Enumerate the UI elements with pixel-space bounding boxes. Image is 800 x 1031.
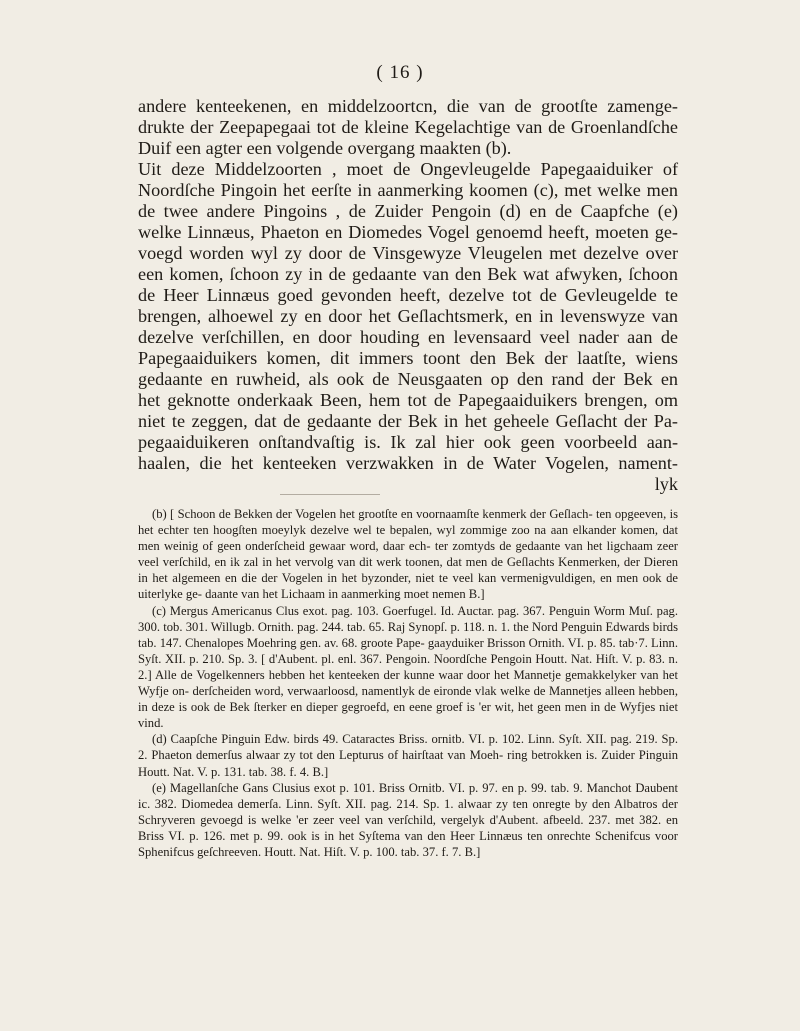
text-line: het geknotte onderkaak Been, hem tot de Papegaaiduikers brengen, om	[138, 390, 678, 410]
text-line: brengen, alhoewel zy en door het Geſlachtsmerk, en in levenswyze van	[138, 306, 678, 326]
footnote: (b) [ Schoon de Bekken der Vogelen het grootſte en voornaamſte kenmerk der Geſlach- ten opgeeven, is het echter ten hoogſten moeylyk dezelve wel te bepalen, wyl zommige zoo na aan elkander komen, dat men weinig of geen onderſcheid gewaar word, daar ech- ter zomtyds de gedaante van het ligchaam zeer veel verſchild, en ik zal in het vervolg van dit werk toonen, dat men de Geſlachts Kenmerken, der Dieren in het algemeen en die der Vogelen in het byzonder, niet te veel kan vermenigvuldigen, en men ook de uiterlyke ge- daante van het Lichaam in aanmerking moet nemen B.]	[138, 507, 678, 602]
text-line: haalen, die het kenteeken verzwakken in de Water Vogelen, nament-	[138, 453, 678, 473]
catchword: lyk	[654, 474, 678, 494]
text-line: een komen, ſchoon zy in de gedaante van den Bek wat afwyken, ſchoon	[138, 264, 678, 284]
text-line: andere kenteekenen, en middelzoortcn, die van de grootſte zamenge-	[138, 96, 678, 116]
main-text	[138, 96, 678, 495]
text-line: drukte der Zeepapegaai tot de kleine Kegelachtige van de Groenlandſche	[138, 117, 678, 137]
footnote: (c) Mergus Americanus Clus exot. pag. 103. Goerfugel. Id. Auctar. pag. 367. Penguin Worm Muſ. pag. 300. tob. 301. Willugb. Ornith. pag. 244. tab. 65. Raj Synopſ. p. 118. n. 1. the Nord Penguin Edwards birds tab. 147. Chenalopes Moehring gen. av. 68. groote Pape- gaayduiker Brisson Ornith. VI. p. 85. tab·7. Linn. Syſt. XII. p. 210. Sp. 3. [ d'Aubent. pl. enl. 367. Pengoin. Noordſche Pengoin Houtt. Nat. Hiſt. V. p. 83. n. 2.] Alle de Vogelkenners hebben het kenteeken der kunne waar door het Mannetje gemakkelyker van het Wyfje on- derſcheiden word, verwaarloosd, namentlyk de eironde vlak welke de Mannetjes alleen hebben, in deze is ook de Bek ſterker en dieper gegroefd, en eene groef is 'er wit, het geen men in de Wyfjes niet vind.	[138, 603, 678, 731]
footnote-divider	[280, 494, 380, 495]
text-line: Papegaaiduikers komen, dit immers toont den Bek der laatſte, wiens	[138, 348, 678, 368]
text-line: Noordſche Pingoin het eerſte in aanmerking koomen (c), met welke men	[138, 180, 678, 200]
text-line: dezelve verſchillen, en door houding en levensaard veel nader aan de	[138, 327, 678, 347]
footnotes	[138, 506, 678, 860]
text-line: niet te zeggen, dat de gedaante der Bek in het geheele Geſlacht der Pa-	[138, 411, 678, 431]
text-line: Uit deze Middelzoorten , moet de Ongevleugelde Papegaaiduiker of	[138, 159, 678, 179]
text-line: pegaaiduikeren onſtandvaſtig is. Ik zal hier ook geen voorbeeld aan-	[138, 432, 678, 452]
text-line: de Heer Linnæus goed gevonden heeft, dezelve tot de Gevleugelde te	[138, 285, 678, 305]
text-line: welke Linnæus, Phaeton en Diomedes Vogel genoemd heeft, moeten ge-	[138, 222, 678, 242]
text-line: de twee andere Pingoins , de Zuider Pengoin (d) en de Caapfche (e)	[138, 201, 678, 221]
text-line: gedaante en ruwheid, als ook de Neusgaaten op den rand der Bek en	[138, 369, 678, 389]
page-number: ( 16 )	[376, 62, 424, 83]
text-line: voegd worden wyl zy door de Vinsgewyze Vleugelen met dezelve over	[138, 243, 678, 263]
footnote: (e) Magellanſche Gans Clusius exot p. 101. Briss Ornitb. VI. p. 97. en p. 99. tab. 9. Manchot Daubent ic. 382. Diomedea demerſa. Linn. Syſt. XII. pag. 214. Sp. 1. alwaar zy ten onregte by den Albatros der Schryveren gevoegd is welke 'er zeer veel van verſchild, vergelyk d'Aubent. afbeeld. 237. met 382. en Briss VI. p. 126. met p. 99. ook is in het Syſtema van den Heer Linnæus ten onrechte Schenifcus voor Sphenifcus geſchreeven. Houtt. Nat. Hiſt. V. p. 100. tab. 37. f. 7. B.]	[138, 780, 678, 859]
footnote: (d) Caapſche Pinguin Edw. birds 49. Cataractes Briss. ornitb. VI. p. 102. Linn. Syſt. XII. pag. 219. Sp. 2. Phaeton demerſus alwaar zy tot den Lepturus of hairſtaat van Moeh- ring betrokken is. Zuider Pinguin Houtt. Nat. V. p. 131. tab. 38. f. 4. B.]	[138, 732, 678, 779]
text-line: Duif een agter een volgende overgang maakten (b).	[138, 138, 512, 158]
